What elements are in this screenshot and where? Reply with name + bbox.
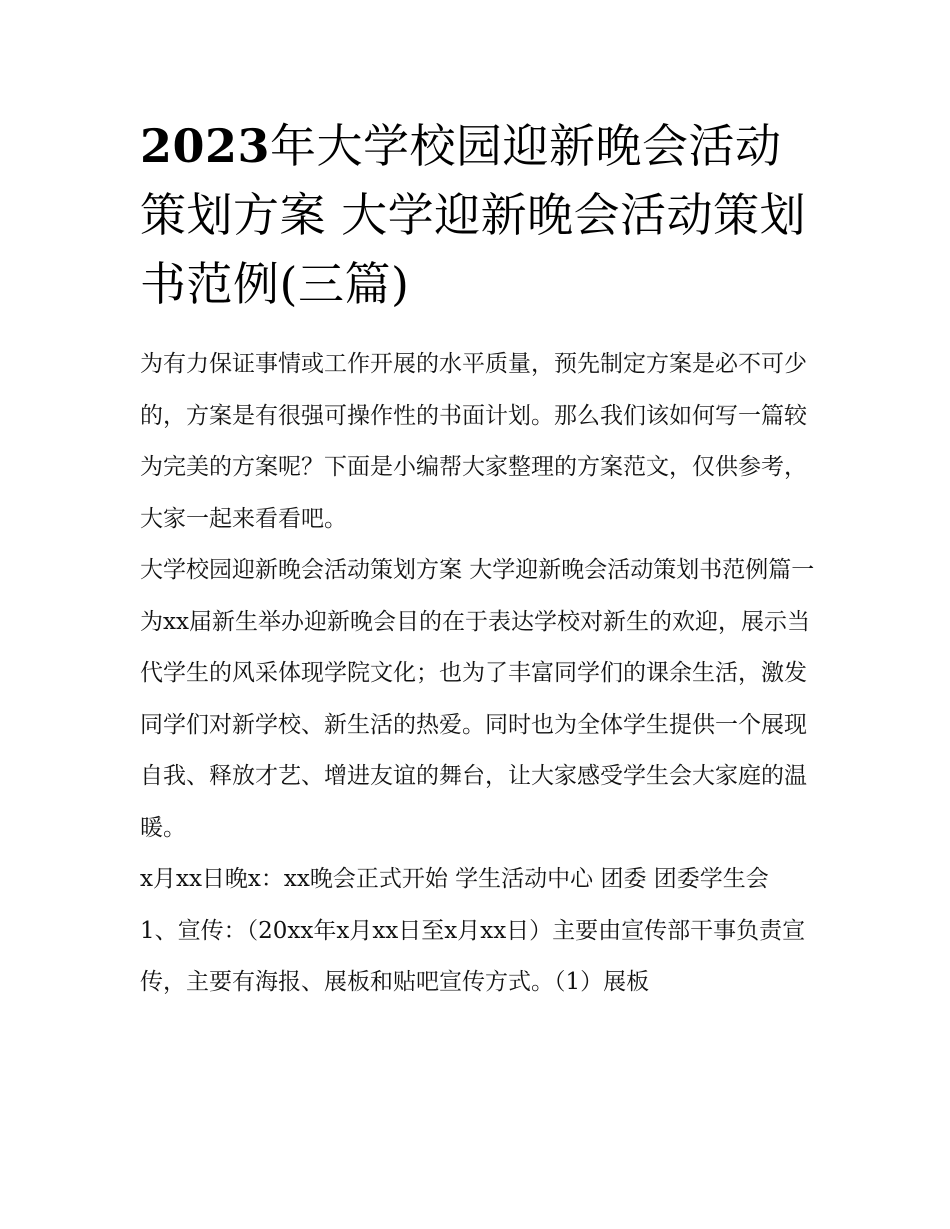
document-title (140, 112, 820, 319)
intro-paragraph (140, 339, 820, 545)
document-page (140, 112, 820, 1009)
time-place-paragraph (140, 854, 820, 906)
paragraph: 大学校园迎新晚会活动策划方案 大学迎新晚会活动策划书范例篇一 (140, 557, 815, 583)
paragraph: 为有力保证事情或工作开展的水平质量，预先制定方案是必不可少的，方案是有很强可操作性的书面计划。那么我们该如何写一篇较为完美的方案呢？下面是小编帮大家整理的方案范文，仅供参考，大家一起来看看吧。 (140, 351, 807, 532)
title-year: 2023 (140, 119, 271, 173)
paragraph: x月xx日晚x：xx晚会正式开始 学生活动中心 团委 团委学生会 (140, 866, 769, 892)
promotion-paragraph (140, 906, 820, 1009)
section-heading (140, 545, 820, 597)
paragraph: 1、宣传：（20xx年x月xx日至x月xx日）主要由宣传部干事负责宣传，主要有海报、展板和贴吧宣传方式。（1）展板 (140, 917, 806, 995)
purpose-paragraph (140, 597, 820, 855)
title-text: 年大学校园迎新晚会活动策划方案 大学迎新晚会活动策划书范例(三篇) (140, 119, 807, 311)
paragraph: 为xx届新生举办迎新晚会目的在于表达学校对新生的欢迎，展示当代学生的风采体现学院文化；也为了丰富同学们的课余生活，激发同学们对新学校、新生活的热爱。同时也为全体学生提供一个展现自我、释放才艺、增进友谊的舞台，让大家感受学生会大家庭的温暖。 (140, 608, 810, 841)
